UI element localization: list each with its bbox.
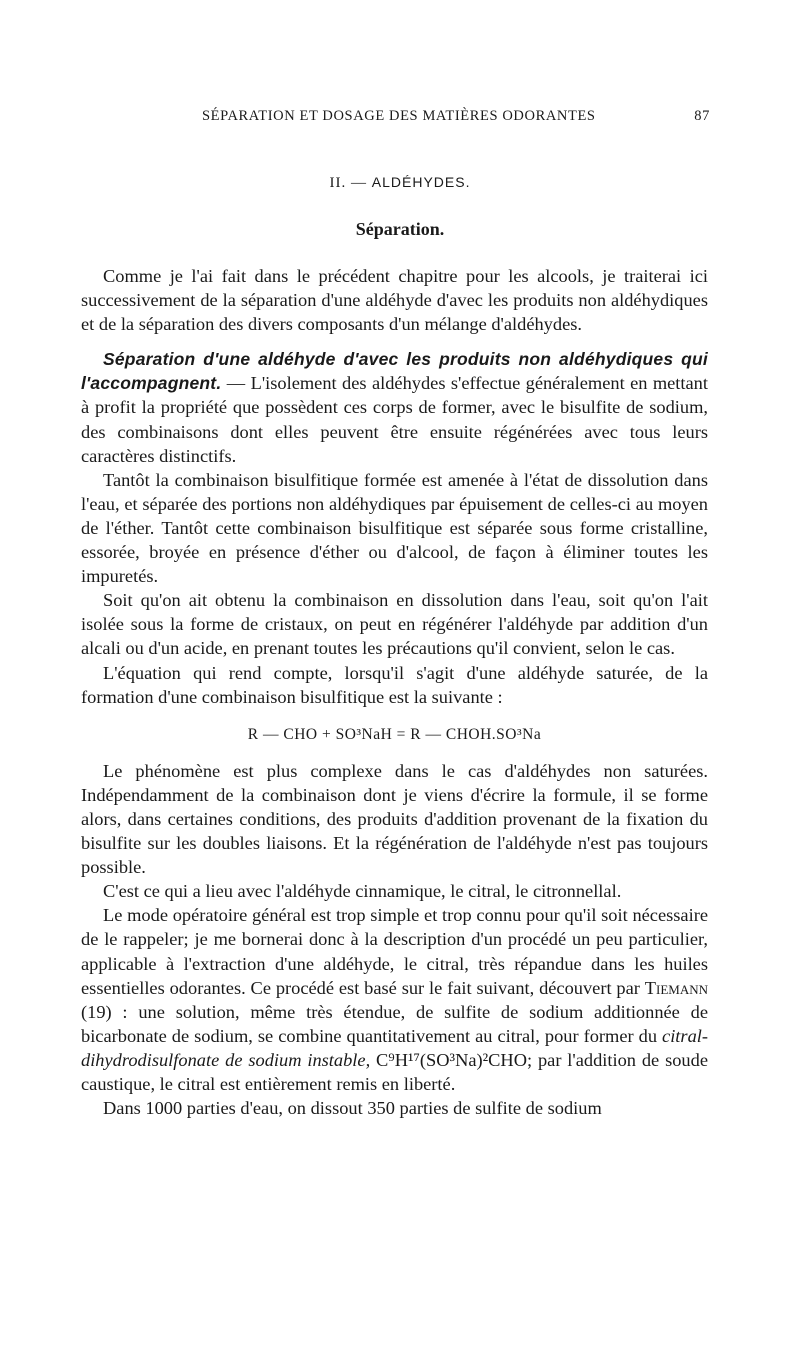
body-text [81,264,708,1120]
author-name: Tiemann [644,977,708,998]
paragraph-9: Dans 1000 parties d'eau, on dissout 350 parties de sulfite de sodium [103,1098,602,1119]
section-heading [0,174,800,192]
paragraph-8-part-c: ; par l'addition de soude caustique, le citral est entièrement remis en liberté. [81,1049,708,1094]
paragraph-2 [81,347,708,467]
chemical-formula: C⁹H¹⁷(SO³Na)²CHO [370,1049,527,1070]
paragraph-2-run-in-heading: Séparation d'une aldéhyde d'avec les produits non aldéhydiques qui l'accompagnent. [81,349,708,394]
paragraph-3: Tantôt la combinaison bisulfitique formée est amenée à l'état de dissolution dans l'eau, et séparée des portions non aldéhydiques par épuisement de celles-ci au moyen de l'éther. Tantôt cette combinaison bisulfitique est séparée sous forme cristalline, essorée, broyée en présence d'éther ou d'alcool, de façon à éliminer toutes les impuretés. [81,469,708,587]
running-head-title: SÉPARATION ET DOSAGE DES MATIÈRES ODORANTES [202,108,596,124]
paragraph-6: Le phénomène est plus complexe dans le cas d'aldéhydes non saturées. Indépendamment de la combinaison dont je viens d'écrire la formule, il se forme alors, dans certaines conditions, des produits d'addition provenant de la fixation du bisulfite sur les doubles liaisons. Et la régénération de l'aldéhyde n'est pas toujours possible. [81,760,708,878]
paragraph-7: C'est ce qui a lieu avec l'aldéhyde cinnamique, le citral, le citronnellal. [103,881,622,902]
paragraph-1: Comme je l'ai fait dans le précédent chapitre pour les alcools, je traiterai ici successivement de la séparation d'une aldéhyde d'avec les produits non aldéhydiques et de la séparation des divers composants d'un mélange d'aldéhydes. [81,266,708,335]
paragraph-2-text: — L'isolement des aldéhydes s'effectue généralement en mettant à profit la propriété que possèdent ces corps de former, avec le bisulfite de sodium, des combinaisons dont elles peuvent être ensuite régénérées avec tous leurs caractères distinctifs. [81,373,708,466]
paragraph-8-part-a: Le mode opératoire général est trop simple et trop connu pour qu'il soit nécessaire de le rappeler; je me bornerai donc à la description d'un procédé un peu particulier, applicable à l'extraction d'une aldéhyde, le citral, très répandue dans les huiles essentielles odorantes. Ce procédé est basé sur le fait suivant, découvert par [81,905,708,998]
subsection-heading: Séparation. [355,219,445,239]
compound-name: citral-dihydrodisulfonate de sodium instable, [81,1025,708,1070]
section-title: ALDÉHYDES. [371,174,471,190]
paragraph-8 [81,903,708,1096]
paragraph-4: Soit qu'on ait obtenu la combinaison en dissolution dans l'eau, soit qu'on l'ait isolée sous la forme de cristaux, on peut en régénérer l'aldéhyde par addition d'un alcali ou d'un acide, en prenant toutes les précautions qu'il convient, selon le cas. [81,590,708,659]
paragraph-5: L'équation qui rend compte, lorsqu'il s'agit d'une aldéhyde saturée, de la formation d'une combinaison bisulfitique est la suivante : [81,662,708,707]
section-number: II. — [329,175,368,191]
equation: R — CHO + SO³NaH = R — CHOH.SO³Na [247,725,542,743]
paragraph-8-part-b: (19) : une solution, même très étendue, de sulfite de sodium additionnée de bicarbonate de sodium, se combine quantitativement au citral, pour former du [81,1001,708,1046]
page-number: 87 [694,108,710,124]
